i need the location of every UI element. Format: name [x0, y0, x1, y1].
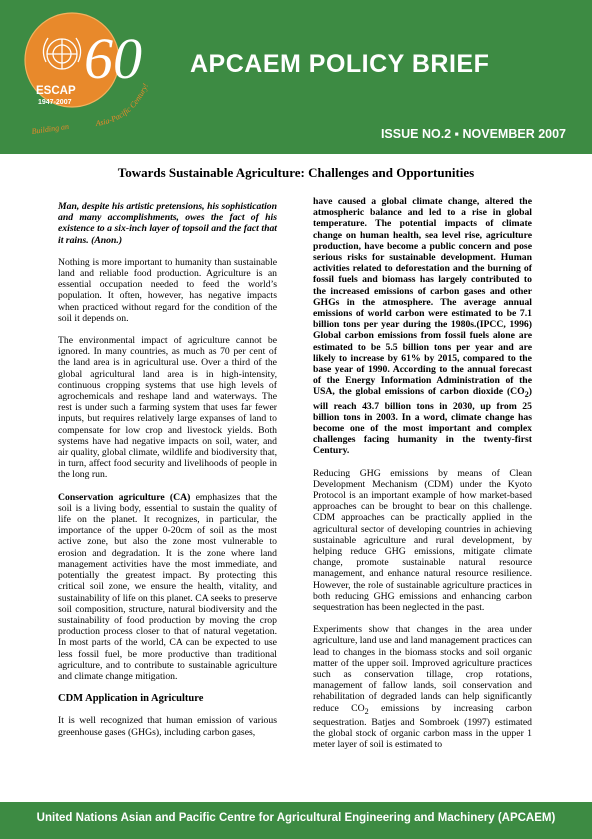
left-column — [58, 201, 277, 749]
paragraph-conservation-agriculture — [58, 492, 277, 682]
paragraph-environmental-impact: The environmental impact of agriculture cannot be ignored. In many countries, as much as 70 per cent of the land area is in agricultural use. Over a third of the global agricultural land area is in high-intensity, continuous cropping systems that use high levels of agrochemicals and reshape land and waterways. The rest is under such a farming system that uses far fewer inputs, but requires relatively large expanses of land to compensate for low crop and livestock yields. Both systems have had negative impacts on soil, water, and air quality, global climate, wildlife and biodiversity that, in turn, affect food security and livelihoods of people in the long run. — [58, 335, 277, 481]
paragraph-cdm-kyoto: Reducing GHG emissions by means of Clean Development Mechanism (CDM) under the Kyoto Protocol is an important example of how market-based approaches can be brought to bear on this challenge. CDM approaches can be practically applied in the agricultural sector of developing countries in achieving sustainable agriculture and rural development, by helping reduce GHG emissions, mitigate climate change, promote sustainable natural resource management, and enhance natural resource resilience. However, the role of sustainable agriculture practices in both reducing GHG emissions and enhancing carbon sequestration has been neglected in the past. — [313, 467, 532, 614]
logo-org: ESCAP — [36, 85, 76, 97]
epigraph-quote: Man, despite his artistic pretensions, his sophistication and many accomplishments, owes the fact of his existence to a six-inch layer of topsoil and the fact that it rains. (Anon.) — [58, 201, 277, 246]
logo-years: 1947-2007 — [38, 99, 72, 106]
co2-subscript: 2 — [524, 390, 529, 400]
footer-organization: United Nations Asian and Pacific Centre for Agricultural Engineering and Machinery (APCAEM) — [36, 812, 556, 824]
paragraph-ghg-emissions-start: It is well recognized that human emission of various greenhouse gases (GHGs), including carbon gases, — [58, 715, 277, 738]
logo-tagline-arc: Asia-Pacific Century! — [94, 82, 151, 129]
experiments-tail: emissions by increasing carbon sequestration. Batjes and Sombroek (1997) estimated the global stock of organic carbon mass in the upper 1 meter layer of soil is estimated to — [313, 702, 532, 751]
conservation-agriculture-text: emphasizes that the soil is a living body, essential to sustain the quality of life on the planet. It recognizes, in particular, the importance of the upper 0-20cm of soil as the most active zone, but also the zone most vulnerable to erosion and degradation. It is the zone where land management activities have the most immediate, and potentially the greatest impact. By protecting this critical soil zone, we ensure the health, vitality, and sustainability of life on this planet. CA seeks to preserve soil composition, structure, natural biodiversity and the sustainability of food production by moving the crop production process closer to that of natural vegetation. In most parts of the world, CA can be expected to use less fossil fuel, be more productive than traditional agriculture, and to contribute to sustainable agriculture and climate change mitigation. — [58, 491, 277, 682]
subheading-cdm: CDM Application in Agriculture — [58, 693, 204, 705]
footer-banner — [0, 802, 592, 839]
logo-number: 60 — [84, 26, 142, 91]
right-column — [313, 196, 532, 761]
article-title: Towards Sustainable Agriculture: Challenges and Opportunities — [117, 165, 475, 180]
logo-tagline-start: Building an — [31, 121, 70, 136]
climate-change-tail: ) will reach 43.7 billion tons in 2030, up from 25 billion tons in 2003. In a word, climate change has become one of the most important and complex challenges facing humanity in the twenty-first Century. — [313, 386, 532, 457]
paragraph-intro: Nothing is more important to humanity than sustainable land and reliable food production. Agriculture is an essential occupation needed to feed the world’s population. It often, however, has negative impacts when practiced without regard for the condition of the soil it depends on. — [58, 256, 277, 324]
paragraph-climate-change — [313, 196, 532, 457]
policy-brief-title: APCAEM POLICY BRIEF — [190, 50, 490, 78]
paragraph-experiments — [313, 624, 532, 750]
header-banner — [0, 0, 592, 154]
conservation-agriculture-term: Conservation agriculture (CA) — [58, 491, 191, 503]
issue-number-date: ISSUE NO.2 ▪ NOVEMBER 2007 — [380, 127, 566, 141]
co2-subscript-2: 2 — [364, 706, 369, 716]
escap-60-logo — [22, 10, 166, 154]
climate-change-text: have caused a global climate change, altered the atmospheric balance and led to a rise in global temperature. The potential impacts of climate change on human health, sea level rise, agriculture production, have become a public concern and pose serious risks for sustainable development. Human activities related to deforestation and the burning of fossil fuels and biomass has largely contributed to the increased emissions of carbon gases and other GHGs in the atmosphere. The average annual emissions of world carbon were estimated to be 7.1 billion tons per year during the 1980s.(IPCC, 1996) Global carbon emissions from fossil fuels alone are estimated to be 5.5 billion tons per year and are likely to increase by 61% by 2015, compared to the base year of 1990. According to the annual forecast of the Energy Information Administration of the USA, the global emissions of carbon dioxide (CO — [313, 196, 532, 398]
experiments-text: Experiments show that changes in the area under agriculture, land use and land management practices can lead to changes in the biomass stocks and soil organic matter of the upper soil. Improved agriculture practices such as conservation tillage, crop rotations, management of fallow lands, soil conservation and rehabilitation of degraded lands can help significantly reduce CO — [313, 624, 532, 714]
